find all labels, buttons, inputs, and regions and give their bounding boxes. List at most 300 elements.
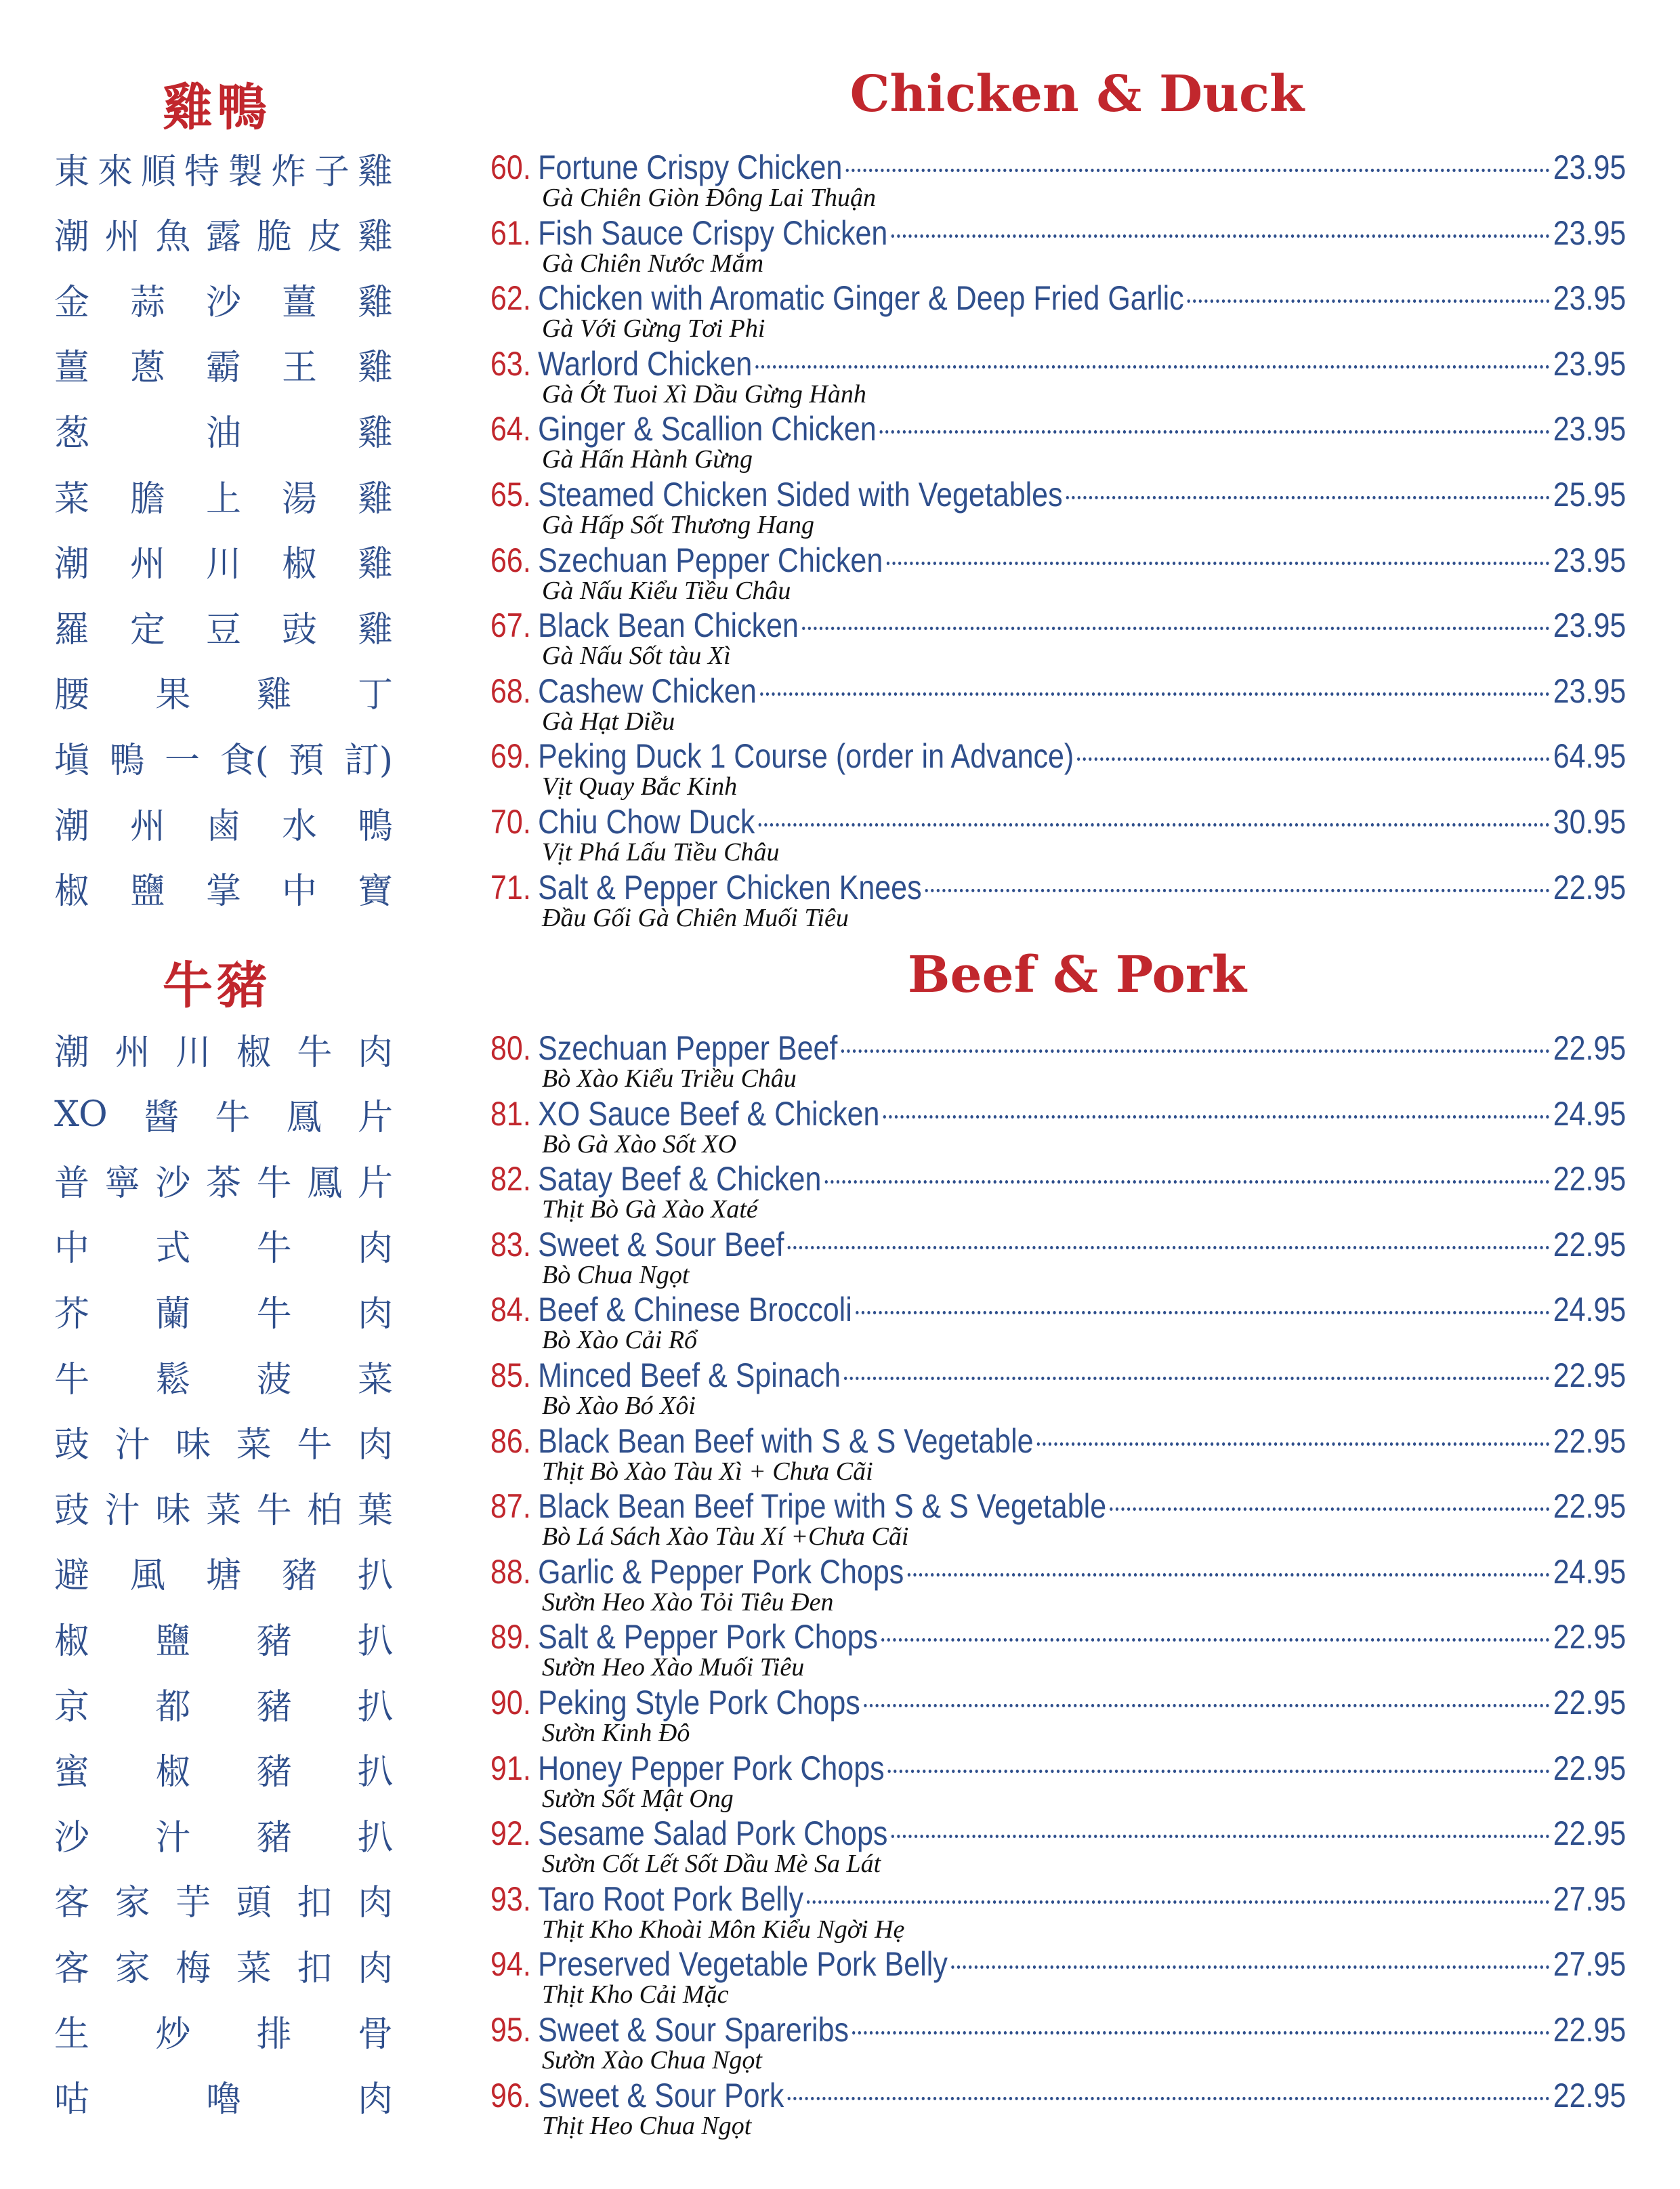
chinese-beef-heading: 牛豬 xyxy=(163,957,271,1015)
chinese-character: 腰 xyxy=(54,675,90,716)
chinese-dish-name xyxy=(54,1998,393,2063)
chinese-character: 王 xyxy=(281,348,317,389)
menu-item-number: 62. xyxy=(490,279,531,318)
chinese-character: 牛 xyxy=(256,1293,292,1335)
menu-item-name: Peking Duck 1 Course (order in Advance) xyxy=(538,737,1074,776)
menu-item-line xyxy=(490,1683,1626,1722)
chinese-dish-name xyxy=(54,332,393,397)
chinese-character: 咕 xyxy=(54,2079,90,2121)
menu-item-number: 95. xyxy=(490,2011,531,2049)
chinese-character: 炸 xyxy=(270,151,306,192)
dot-leader xyxy=(883,1115,1550,1119)
menu-item xyxy=(490,802,1626,867)
chinese-character: 雞 xyxy=(357,348,393,389)
menu-item-number: 64. xyxy=(490,410,531,449)
chinese-character: 子 xyxy=(314,151,350,192)
chinese-dish-name xyxy=(54,201,393,266)
menu-item-line xyxy=(490,802,1626,841)
chinese-character: 豆 xyxy=(205,609,241,650)
chinese-character: 牛 xyxy=(297,1032,333,1073)
chinese-character: 客 xyxy=(54,1883,90,1924)
menu-item xyxy=(490,1749,1626,1814)
menu-item xyxy=(490,1617,1626,1682)
menu-item-line xyxy=(490,1028,1626,1068)
chinese-character: 京 xyxy=(54,1686,90,1728)
chinese-character: 扒 xyxy=(357,1556,393,1597)
menu-item-vietnamese-name: Bò Lá Sách Xào Tàu Xí +Chưa Cãi xyxy=(542,1522,909,1551)
menu-item-number: 71. xyxy=(490,868,531,906)
chinese-character: 中 xyxy=(54,1228,90,1270)
chinese-character: 油 xyxy=(205,413,241,454)
menu-item-name: XO Sauce Beef & Chicken xyxy=(538,1094,880,1133)
menu-item-number: 82. xyxy=(490,1160,531,1198)
chinese-character: 定 xyxy=(129,609,165,650)
chinese-character: 鹽 xyxy=(155,1621,191,1662)
chinese-dish-name xyxy=(54,1540,393,1605)
menu-item-number: 70. xyxy=(490,803,531,841)
chinese-character: 椒 xyxy=(281,544,317,585)
menu-item-price: 30.95 xyxy=(1553,803,1626,841)
dot-leader xyxy=(852,2031,1549,2035)
chinese-character: 水 xyxy=(281,806,317,847)
menu-item xyxy=(490,1225,1626,1290)
chinese-character: 雞 xyxy=(357,282,393,323)
chinese-character: 州 xyxy=(114,1032,150,1073)
chinese-dish-name xyxy=(54,1082,393,1147)
menu-item xyxy=(490,736,1626,801)
menu-item-number: 91. xyxy=(490,1749,531,1787)
chinese-dish-name xyxy=(54,856,393,921)
chinese-character: 鴨 xyxy=(109,740,145,781)
chinese-character: 沙 xyxy=(54,1817,90,1858)
menu-item-name: Peking Style Pork Chops xyxy=(538,1684,860,1722)
chinese-dish-name xyxy=(54,1801,393,1867)
chinese-character: 式 xyxy=(155,1228,191,1270)
chinese-character: 州 xyxy=(129,544,165,585)
menu-item-line xyxy=(490,606,1626,645)
chinese-character: 膽 xyxy=(129,478,165,520)
chinese-character: 丁 xyxy=(357,675,393,716)
menu-item-line xyxy=(490,1879,1626,1919)
menu-item xyxy=(490,1486,1626,1551)
chinese-character: 牛 xyxy=(256,1228,292,1270)
chinese-character: 牛 xyxy=(256,1163,292,1204)
chinese-character: 鳳 xyxy=(286,1098,322,1139)
menu-item-name: Sesame Salad Pork Chops xyxy=(538,1814,888,1853)
menu-item-vietnamese-name: Thịt Bò Xào Tàu Xì + Chưa Cãi xyxy=(542,1457,873,1486)
chinese-character: 川 xyxy=(175,1032,211,1073)
chinese-character: 食( xyxy=(219,740,269,781)
dot-leader xyxy=(856,1311,1550,1314)
menu-item-name: Salt & Pepper Chicken Knees xyxy=(538,868,922,906)
menu-item-name: Minced Beef & Spinach xyxy=(538,1356,841,1394)
chinese-dish-name xyxy=(54,1147,393,1212)
dot-leader xyxy=(951,1965,1550,1969)
chinese-character: 羅 xyxy=(54,609,90,650)
menu-item-line xyxy=(490,1552,1626,1591)
menu-item-line xyxy=(490,344,1626,383)
menu-item-number: 69. xyxy=(490,737,531,776)
menu-item-vietnamese-name: Đầu Gối Gà Chiên Muối Tiêu xyxy=(542,903,849,932)
chinese-dish-name xyxy=(54,1605,393,1670)
chinese-character: 菜 xyxy=(205,1490,241,1531)
dot-leader xyxy=(886,562,1549,565)
menu-item-line xyxy=(490,1486,1626,1526)
chinese-character: 扒 xyxy=(357,1686,393,1728)
dot-leader xyxy=(1066,496,1550,499)
chinese-dish-name xyxy=(54,1016,393,1081)
chinese-character: 家 xyxy=(114,1948,150,1989)
menu-item-line xyxy=(490,1159,1626,1198)
menu-item-price: 22.95 xyxy=(1553,1749,1626,1787)
menu-item-number: 61. xyxy=(490,213,531,252)
menu-item-price: 24.95 xyxy=(1553,1291,1626,1329)
menu-item-vietnamese-name: Thịt Kho Cải Mặc xyxy=(542,1980,729,2009)
chinese-character: 肉 xyxy=(357,2079,393,2121)
menu-item-line xyxy=(490,868,1626,907)
menu-item-price: 27.95 xyxy=(1553,1945,1626,1984)
dot-leader xyxy=(880,430,1550,434)
chinese-character: 菜 xyxy=(357,1359,393,1400)
menu-item-vietnamese-name: Gà Hấn Hành Gừng xyxy=(542,445,753,474)
chinese-character: 豬 xyxy=(256,1817,292,1858)
chinese-character: 汁 xyxy=(114,1425,150,1466)
dot-leader xyxy=(825,1180,1550,1184)
chinese-character: 潮 xyxy=(54,544,90,585)
menu-item-price: 23.95 xyxy=(1553,148,1626,186)
dot-leader xyxy=(864,1704,1550,1707)
menu-item-line xyxy=(490,278,1626,318)
menu-item-price: 24.95 xyxy=(1553,1094,1626,1133)
chinese-character: 豉 xyxy=(54,1490,90,1531)
menu-item-price: 23.95 xyxy=(1553,410,1626,449)
menu-item-name: Cashew Chicken xyxy=(538,671,757,710)
menu-item-name: Honey Pepper Pork Chops xyxy=(538,1749,885,1787)
menu-item-price: 23.95 xyxy=(1553,213,1626,252)
chinese-character: 雞 xyxy=(357,413,393,454)
dot-leader xyxy=(1077,757,1549,761)
chinese-character: 製 xyxy=(227,151,263,192)
chinese-character: 蔥 xyxy=(129,348,165,389)
chinese-character: 雞 xyxy=(357,217,393,258)
dot-leader xyxy=(802,627,1549,630)
menu-item-vietnamese-name: Gà Hạt Diều xyxy=(542,707,675,736)
menu-item xyxy=(490,1944,1626,2009)
menu-item-vietnamese-name: Thịt Kho Khoài Môn Kiểu Ngời Hẹ xyxy=(542,1915,905,1944)
chinese-character: 菜 xyxy=(236,1425,272,1466)
chinese-character: 潮 xyxy=(54,1032,90,1073)
menu-item xyxy=(490,1094,1626,1159)
menu-item xyxy=(490,606,1626,671)
chinese-chicken-heading: 雞鴨 xyxy=(163,79,271,137)
chinese-character: 味 xyxy=(155,1490,191,1531)
menu-item-vietnamese-name: Sườn Sốt Mật Ong xyxy=(542,1784,734,1813)
menu-item-number: 68. xyxy=(490,671,531,710)
menu-item-name: Salt & Pepper Pork Chops xyxy=(538,1618,879,1656)
menu-item-number: 93. xyxy=(490,1879,531,1918)
menu-item-line xyxy=(490,475,1626,514)
menu-item-name: Black Bean Beef Tripe with S & S Vegetable xyxy=(538,1487,1107,1526)
chinese-character: 牛 xyxy=(215,1098,251,1139)
menu-item-price: 22.95 xyxy=(1553,1618,1626,1656)
section-title-beef-pork: Beef & Pork xyxy=(907,946,1247,1004)
menu-item xyxy=(490,671,1626,736)
dot-leader xyxy=(925,889,1550,892)
chinese-character: 片 xyxy=(357,1098,393,1139)
menu-item-line xyxy=(490,736,1626,776)
chinese-character: 肉 xyxy=(357,1948,393,1989)
menu-item-number: 65. xyxy=(490,476,531,514)
chinese-character: 生 xyxy=(54,2014,90,2055)
menu-item xyxy=(490,541,1626,606)
chinese-character: 扒 xyxy=(357,1817,393,1858)
dot-leader xyxy=(759,823,1550,827)
chinese-character: 金 xyxy=(54,282,90,323)
chinese-character: 菠 xyxy=(256,1359,292,1400)
chinese-dish-name xyxy=(54,1671,393,1736)
chinese-character: 醬 xyxy=(144,1098,180,1139)
chinese-dish-name xyxy=(54,463,393,528)
chinese-dish-name xyxy=(54,593,393,659)
menu-item-price: 25.95 xyxy=(1553,476,1626,514)
chinese-character: 普 xyxy=(54,1163,90,1204)
menu-item-name: Black Bean Chicken xyxy=(538,606,799,645)
menu-item-line xyxy=(490,1356,1626,1395)
menu-item-number: 92. xyxy=(490,1814,531,1853)
menu-item-number: 60. xyxy=(490,148,531,186)
menu-item-vietnamese-name: Gà Với Gừng Tơi Phi xyxy=(542,314,765,343)
menu-item-name: Taro Root Pork Belly xyxy=(538,1879,804,1918)
chinese-dish-name xyxy=(54,2064,393,2129)
chinese-character: 梅 xyxy=(175,1948,211,1989)
menu-item xyxy=(490,1356,1626,1421)
chinese-character: 豬 xyxy=(256,1752,292,1793)
menu-item-price: 22.95 xyxy=(1553,2076,1626,2114)
menu-item xyxy=(490,868,1626,933)
menu-item-price: 22.95 xyxy=(1553,1421,1626,1460)
menu-item-vietnamese-name: Bò Xào Kiểu Triều Châu xyxy=(542,1064,797,1093)
chinese-character: 中 xyxy=(281,871,317,913)
menu-item-name: Szechuan Pepper Beef xyxy=(538,1029,838,1067)
chinese-dish-name xyxy=(54,724,393,789)
chinese-character: 片 xyxy=(357,1163,393,1204)
menu-item-line xyxy=(490,1814,1626,1853)
chinese-dish-name xyxy=(54,266,393,331)
chinese-dish-name xyxy=(54,1278,393,1343)
menu-item-vietnamese-name: Vịt Quay Bắc Kinh xyxy=(542,772,738,801)
menu-item-number: 84. xyxy=(490,1291,531,1329)
chinese-character: 家 xyxy=(114,1883,150,1924)
chinese-character: 雞 xyxy=(357,544,393,585)
chinese-character: 鹵 xyxy=(205,806,241,847)
menu-item-price: 22.95 xyxy=(1553,1160,1626,1198)
menu-item-price: 64.95 xyxy=(1553,737,1626,776)
chinese-character: 頭 xyxy=(236,1883,272,1924)
menu-item-name: Fish Sauce Crispy Chicken xyxy=(538,213,888,252)
menu-item-name: Garlic & Pepper Pork Chops xyxy=(538,1552,904,1591)
chinese-character: 葉 xyxy=(357,1490,393,1531)
menu-item-price: 23.95 xyxy=(1553,606,1626,645)
menu-item-price: 23.95 xyxy=(1553,671,1626,710)
chinese-dish-name xyxy=(54,1343,393,1409)
chinese-character: 椒 xyxy=(54,871,90,913)
chinese-character: 鳳 xyxy=(307,1163,343,1204)
dot-leader xyxy=(891,234,1549,238)
menu-item-name: Szechuan Pepper Chicken xyxy=(538,541,883,579)
menu-item-name: Warlord Chicken xyxy=(538,344,753,383)
chinese-character: 豬 xyxy=(281,1556,317,1597)
menu-item-price: 22.95 xyxy=(1553,1225,1626,1264)
dot-leader xyxy=(807,1900,1549,1904)
menu-item-line xyxy=(490,1617,1626,1656)
menu-item-name: Sweet & Sour Pork xyxy=(538,2076,784,2114)
menu-item-line xyxy=(490,1944,1626,1984)
menu-item-name: Chiu Chow Duck xyxy=(538,803,755,841)
menu-item-name: Fortune Crispy Chicken xyxy=(538,148,843,186)
chinese-character: 豉 xyxy=(54,1425,90,1466)
chinese-character: XO xyxy=(54,1093,108,1135)
menu-item-name: Ginger & Scallion Chicken xyxy=(538,410,877,449)
menu-item-line xyxy=(490,541,1626,580)
chinese-character: 扣 xyxy=(297,1883,333,1924)
chinese-character: 肉 xyxy=(357,1425,393,1466)
chinese-character: 葱 xyxy=(54,413,90,454)
chinese-character: 鬆 xyxy=(155,1359,191,1400)
menu-item-number: 86. xyxy=(490,1421,531,1460)
menu-item-name: Preserved Vegetable Pork Belly xyxy=(538,1945,948,1984)
menu-item-vietnamese-name: Gà Hấp Sốt Thương Hang xyxy=(542,511,815,539)
menu-item-price: 27.95 xyxy=(1553,1879,1626,1918)
dot-leader xyxy=(760,692,1550,696)
menu-item xyxy=(490,278,1626,343)
menu-item-price: 22.95 xyxy=(1553,2011,1626,2049)
chinese-character: 雞 xyxy=(357,151,393,192)
menu-item-number: 90. xyxy=(490,1684,531,1722)
menu-item-number: 81. xyxy=(490,1094,531,1133)
menu-item-line xyxy=(490,671,1626,711)
chinese-character: 菜 xyxy=(236,1948,272,1989)
chinese-character: 沙 xyxy=(205,282,241,323)
menu-item-vietnamese-name: Gà Chiên Giòn Đông Lai Thuận xyxy=(542,184,876,212)
menu-item-vietnamese-name: Gà Nấu Kiểu Tiều Châu xyxy=(542,576,791,605)
chinese-character: 豬 xyxy=(256,1686,292,1728)
chinese-character: 皮 xyxy=(307,217,343,258)
menu-item-number: 85. xyxy=(490,1356,531,1394)
menu-item-price: 22.95 xyxy=(1553,1356,1626,1394)
menu-item-vietnamese-name: Sườn Kinh Đô xyxy=(542,1719,690,1747)
chinese-character: 扒 xyxy=(357,1752,393,1793)
dot-leader xyxy=(846,169,1550,172)
chinese-character: 順 xyxy=(140,151,176,192)
chinese-character: 肉 xyxy=(357,1883,393,1924)
menu-item-line xyxy=(490,148,1626,187)
menu-item-line xyxy=(490,1421,1626,1461)
chinese-character: 牛 xyxy=(54,1359,90,1400)
menu-item-line xyxy=(490,213,1626,253)
chinese-character: 椒 xyxy=(54,1621,90,1662)
menu-item-vietnamese-name: Gà Chiên Nước Mắm xyxy=(542,249,764,278)
menu-item xyxy=(490,1879,1626,1944)
menu-item-vietnamese-name: Bò Gà Xào Sốt XO xyxy=(542,1129,737,1159)
dot-leader xyxy=(907,1573,1549,1577)
chinese-character: 豉 xyxy=(281,609,317,650)
chinese-character: 湯 xyxy=(281,478,317,520)
chinese-character: 肉 xyxy=(357,1032,393,1073)
menu-item-line xyxy=(490,2010,1626,2049)
menu-item-name: Satay Beef & Chicken xyxy=(538,1160,822,1198)
menu-item-price: 23.95 xyxy=(1553,279,1626,318)
dot-leader xyxy=(881,1638,1549,1642)
chinese-character: 潮 xyxy=(54,217,90,258)
menu-item xyxy=(490,1814,1626,1879)
menu-item-vietnamese-name: Thịt Bò Gà Xào Xaté xyxy=(542,1195,758,1224)
chinese-character: 蘭 xyxy=(155,1293,191,1335)
menu-item-name: Steamed Chicken Sided with Vegetables xyxy=(538,476,1063,514)
menu-item-vietnamese-name: Bò Xào Cải Rổ xyxy=(542,1326,698,1355)
chinese-character: 風 xyxy=(129,1556,165,1597)
chinese-character: 露 xyxy=(205,217,241,258)
menu-item-price: 23.95 xyxy=(1553,344,1626,383)
chinese-character: 掌 xyxy=(205,871,241,913)
chinese-character: 椒 xyxy=(155,1752,191,1793)
chinese-dish-name xyxy=(54,1213,393,1278)
menu-item-number: 88. xyxy=(490,1552,531,1591)
menu-item xyxy=(490,475,1626,540)
chinese-character: 蒜 xyxy=(129,282,165,323)
menu-item-number: 80. xyxy=(490,1029,531,1067)
chinese-dish-name xyxy=(54,1409,393,1474)
menu-item-number: 66. xyxy=(490,541,531,579)
menu-item xyxy=(490,148,1626,213)
menu-item-vietnamese-name: Gà Nấu Sốt tàu Xì xyxy=(542,642,731,671)
dot-leader xyxy=(755,365,1549,369)
chinese-character: 炒 xyxy=(155,2014,191,2055)
chinese-character: 雞 xyxy=(357,609,393,650)
menu-item-price: 22.95 xyxy=(1553,1684,1626,1722)
chinese-dish-name xyxy=(54,1474,393,1539)
menu-item-number: 83. xyxy=(490,1225,531,1264)
chinese-dish-name xyxy=(54,1932,393,1997)
chinese-character: 汁 xyxy=(104,1490,140,1531)
menu-item xyxy=(490,344,1626,409)
chinese-character: 嚕 xyxy=(205,2079,241,2121)
chinese-character: 柏 xyxy=(307,1490,343,1531)
menu-item-vietnamese-name: Gà Ớt Tuoi Xì Dầu Gừng Hành xyxy=(542,379,866,409)
chinese-character: 肉 xyxy=(357,1228,393,1270)
chinese-character: 味 xyxy=(175,1425,211,1466)
menu-item-number: 89. xyxy=(490,1618,531,1656)
menu-item-vietnamese-name: Bò Xào Bó Xôi xyxy=(542,1392,696,1420)
menu-item-name: Chicken with Aromatic Ginger & Deep Fried Garlic xyxy=(538,279,1184,318)
menu-item xyxy=(490,1683,1626,1748)
menu-item-number: 67. xyxy=(490,606,531,645)
menu-item-price: 22.95 xyxy=(1553,1814,1626,1853)
chinese-character: 預 xyxy=(289,740,324,781)
chinese-character: 薑 xyxy=(281,282,317,323)
dot-leader xyxy=(891,1835,1550,1838)
menu-item-price: 22.95 xyxy=(1553,1487,1626,1526)
dot-leader xyxy=(788,2097,1550,2100)
chinese-character: 潮 xyxy=(54,806,90,847)
menu-item-name: Sweet & Sour Spareribs xyxy=(538,2011,849,2049)
menu-item xyxy=(490,1552,1626,1617)
chinese-character: 塘 xyxy=(205,1556,241,1597)
chinese-character: 芥 xyxy=(54,1293,90,1335)
chinese-character: 茶 xyxy=(205,1163,241,1204)
chinese-character: 上 xyxy=(205,478,241,520)
dot-leader xyxy=(844,1377,1549,1380)
chinese-dish-name xyxy=(54,659,393,724)
